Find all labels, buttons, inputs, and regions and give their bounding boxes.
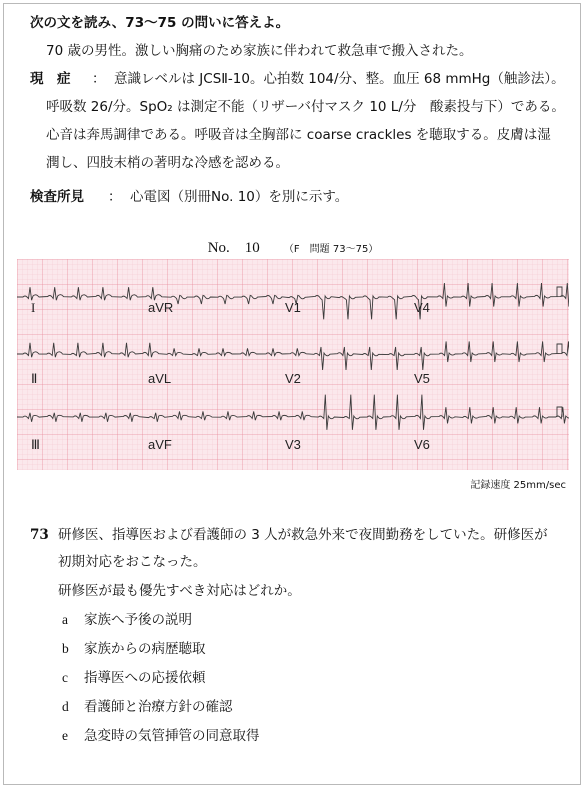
question-number: 73	[30, 527, 49, 543]
question-line-2: 初期対応をおこなった。	[58, 554, 207, 570]
choice-b[interactable]	[62, 640, 206, 658]
choice-text: 家族へ予後の説明	[84, 612, 192, 628]
lead-label-aVF: aVF	[148, 437, 172, 452]
exam-findings-text: 心電図（別冊No. 10）を別に示す。	[130, 189, 349, 205]
case-summary: 70 歳の男性。激しい胸痛のため家族に伴われて救急車で搬入された。	[46, 43, 473, 59]
lead-label-V5: V5	[414, 371, 430, 386]
choice-letter: e	[62, 728, 68, 743]
lead-label-aVL: aVL	[148, 371, 172, 386]
choice-text: 急変時の気管挿管の同意取得	[84, 728, 260, 744]
lead-label-I: I	[31, 300, 36, 315]
exam-findings-label: 検査所見	[30, 189, 84, 205]
choice-letter: a	[62, 612, 68, 627]
lead-label-V2: V2	[285, 371, 301, 386]
choice-d[interactable]	[62, 698, 233, 716]
exam-findings-colon: ：	[108, 189, 122, 205]
present-illness-line-2: 呼吸数 26/分。SpO₂ は測定不能（リザーバ付マスク 10 L/分 酸素投与下）である。	[46, 99, 565, 115]
present-illness-line-4: 潤し、四肢末梢の著明な冷感を認める。	[46, 155, 289, 171]
question-line-1: 研修医、指導医および看護師の 3 人が救急外来で夜間勤務をしていた。研修医が	[58, 527, 548, 543]
choice-letter: b	[62, 641, 69, 656]
present-illness-label: 現 症	[30, 71, 71, 87]
lead-label-V6: V6	[414, 437, 430, 452]
present-illness-line-1: 意識レベルは JCSⅡ-10。心拍数 104/分、整。血圧 68 mmHg（触診法）。	[114, 71, 565, 87]
lead-label-Ⅱ: Ⅱ	[31, 371, 38, 386]
figure-number: No. 10	[207, 240, 260, 256]
lead-label-V1: V1	[285, 300, 301, 315]
choice-text: 指導医への応援依頼	[84, 670, 206, 686]
present-illness-colon: ：	[92, 71, 106, 87]
choice-letter: c	[62, 670, 68, 685]
choice-a[interactable]	[62, 611, 192, 629]
choice-e[interactable]	[62, 727, 260, 745]
choice-c[interactable]	[62, 669, 206, 687]
recording-speed: 記録速度 25mm/sec	[470, 480, 566, 491]
lead-label-Ⅲ: Ⅲ	[31, 437, 40, 452]
choice-text: 家族からの病歴聴取	[84, 641, 206, 657]
figure-caption	[0, 236, 586, 257]
ecg-figure	[17, 259, 569, 470]
lead-label-aVR: aVR	[148, 300, 174, 315]
choice-letter: d	[62, 699, 69, 714]
choice-text: 看護師と治療方針の確認	[84, 699, 233, 715]
question-intro: 次の文を読み、73〜75 の問いに答えよ。	[30, 15, 290, 31]
figure-question-ref: （F 問題 73〜75）	[283, 244, 379, 255]
question-prompt: 研修医が最も優先すべき対応はどれか。	[58, 583, 301, 599]
present-illness-line-3: 心音は奔馬調律である。呼吸音は全胸部に coarse crackles を聴取する。皮膚は湿	[46, 127, 551, 143]
lead-label-V4: V4	[414, 300, 430, 315]
lead-label-V3: V3	[285, 437, 301, 452]
